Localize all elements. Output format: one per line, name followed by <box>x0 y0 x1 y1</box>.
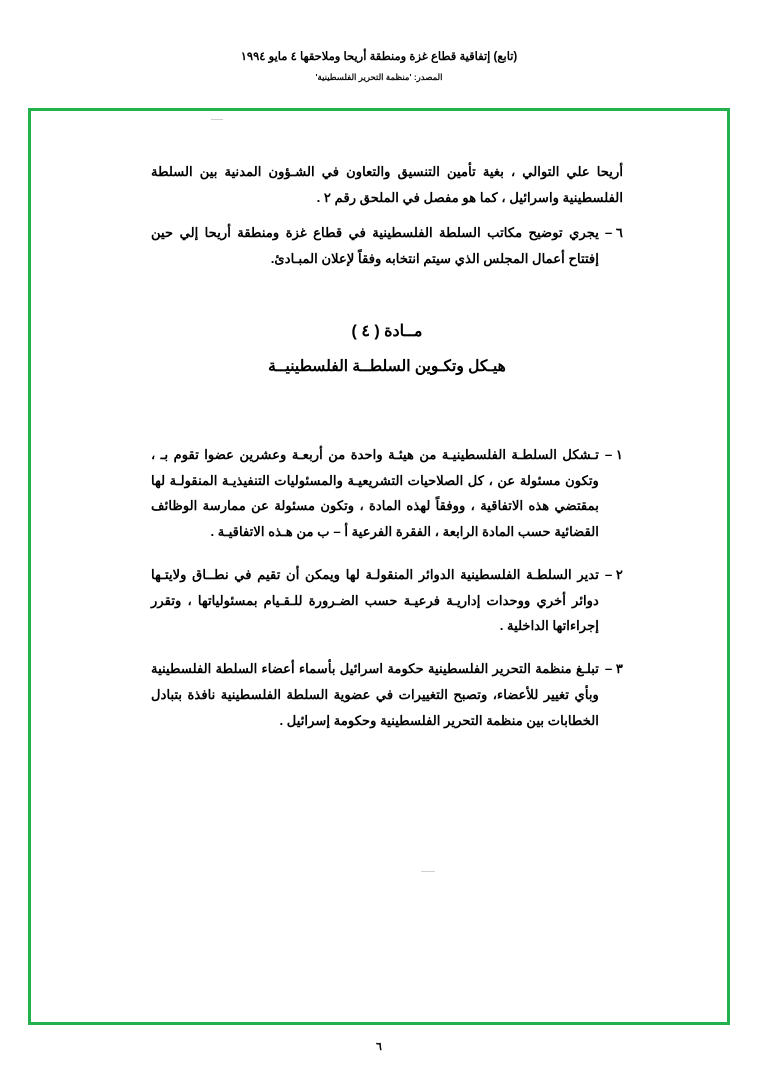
list-item-number: ١ – <box>604 446 623 462</box>
document-body <box>151 159 623 742</box>
list-item <box>151 656 623 733</box>
page-number: ٦ <box>376 1041 382 1053</box>
page-header <box>0 0 758 83</box>
list-item <box>151 220 623 271</box>
list-item-text: تدير السلطـة الفلسطينية الدوائر المنقولـة لها ويمكن أن تقيم في نطــاق ولايتـها دوائر أخري ووحدات إداريـة فرعيـة حسب الضـرورة للـقـيام بمسئولياتها ، وتقرر إجراءاتها الداخلية . <box>151 566 599 634</box>
list-item <box>151 562 623 639</box>
header-title: (تابع) إتفاقية قطاع غزة ومنطقة أريحا وملاحقها ٤ مايو ١٩٩٤ <box>240 51 518 63</box>
header-source: المصدر: 'منظمة التحرير الفلسطينية' <box>315 71 443 82</box>
page-footer <box>0 1040 758 1053</box>
article-number-heading: مــادة ( ٤ ) <box>351 322 423 340</box>
list-item-text: تبلـغ منظمة التحرير الفلسطينية حكومة اسرائيل بأسماء أعضاء السلطة الفلسطينية وبأي تغيير للأعضاء، وتصبح التغييرات في عضوية السلطة الفلسطينية نافذة بتبادل الخطابات بين منظمة التحرير الفلسطينية وحكومة إسرائيل . <box>151 661 599 728</box>
list-item-number: ٦ – <box>604 225 623 241</box>
continued-paragraph: أريحا علي التوالي ، بغية تأمين التنسيق والتعاون في الشـؤون المدنية بين السلطة الفلسطينية واسرائيل ، كما هو مفصل في الملحق رقم ٢ . <box>151 164 623 205</box>
article-title-heading: هيـكل وتكـوين السلطــة الفلسطينيــة <box>268 357 506 375</box>
list-item-text: يجري توضيح مكاتب السلطة الفلسطينية في قطاع غزة ومنطقة أريحا إلي حين إفتتاح أعمال المجلس الذي سيتم انتخابه وفقاً لإعلان المبـادئ. <box>151 225 599 267</box>
list-item-number: ٣ – <box>604 661 623 677</box>
content-frame <box>28 108 730 1025</box>
list-item-text: تـشكل السلطـة الفلسطينيـة من هيئـة واحدة من أربعـة وعشرين عضوا تقوم بـ ، وتكون مسئولة عن ، كل الصلاحيات التشريعيـة والمسئوليات التنفيذيـة المنقولـة لها بمقتضي هذه الاتفاقية ، ووفقاً لهذه المادة ، وتكون مسئولة عن ممارسة الوظائف القضائية حسب المادة الرابعة ، الفقرة الفرعية أ – ب من هـذه الاتفاقيـة . <box>151 446 599 540</box>
list-item-number: ٢ – <box>604 566 623 582</box>
scan-speck <box>421 871 435 872</box>
scan-speck <box>211 119 223 120</box>
list-item <box>151 442 623 545</box>
